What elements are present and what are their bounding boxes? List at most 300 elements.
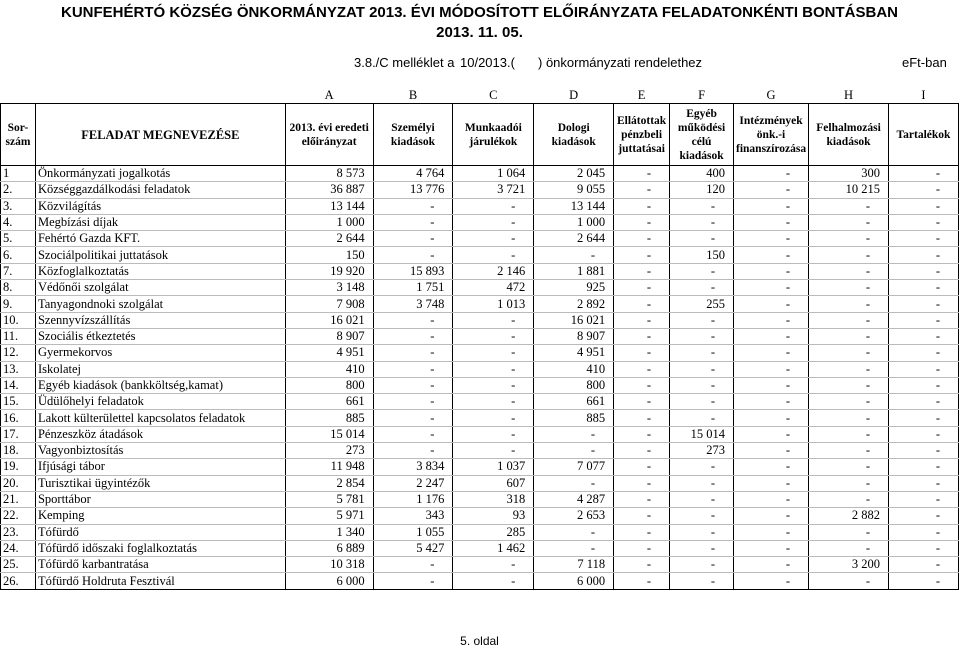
amount-cell: - (614, 182, 670, 198)
task-name: Ifjúsági tábor (35, 459, 285, 475)
table-row (1, 247, 959, 263)
amount-cell: 1 037 (453, 459, 534, 475)
table-row (1, 459, 959, 475)
task-name: Egyéb kiadások (bankköltség,kamat) (35, 377, 285, 393)
amount-cell: - (809, 491, 889, 507)
amount-cell: - (670, 198, 734, 214)
column-letter: G (766, 88, 776, 102)
amount-cell: - (453, 361, 534, 377)
amount-cell: - (373, 410, 453, 426)
amount-cell: - (734, 524, 809, 540)
amount-cell: - (809, 247, 889, 263)
table-row (1, 263, 959, 279)
table-row (1, 475, 959, 491)
amount-cell: - (889, 296, 959, 312)
table-row (1, 231, 959, 247)
table-row (1, 377, 959, 393)
amount-cell: 400 (670, 166, 734, 182)
amount-cell: - (734, 247, 809, 263)
column-letter: A (324, 88, 334, 102)
amount-cell: 8 573 (285, 166, 373, 182)
task-name: Kemping (35, 508, 285, 524)
amount-cell: - (453, 231, 534, 247)
task-name: Turisztikai ügyintézők (35, 475, 285, 491)
row-number: 16. (1, 410, 36, 426)
amount-cell: - (670, 361, 734, 377)
amount-cell: - (734, 296, 809, 312)
row-number: 26. (1, 573, 36, 589)
table-row (1, 410, 959, 426)
amount-cell: - (453, 377, 534, 393)
amount-cell: 5 781 (285, 491, 373, 507)
amount-cell: - (809, 475, 889, 491)
amount-cell: 10 215 (809, 182, 889, 198)
amount-cell: - (670, 328, 734, 344)
amount-cell: - (889, 312, 959, 328)
amount-cell: 3 748 (373, 296, 453, 312)
amount-cell: - (889, 394, 959, 410)
amount-cell: 1 000 (285, 214, 373, 230)
amount-cell: 6 000 (285, 573, 373, 589)
document-title: KUNFEHÉRTÓ KÖZSÉG ÖNKORMÁNYZAT 2013. ÉVI MÓDOSÍTOTT ELŐIRÁNYZATA FELADATONKÉNTI BONTÁSBAN (61, 4, 898, 21)
amount-cell: - (670, 410, 734, 426)
column-letter: B (408, 88, 418, 102)
table-row (1, 296, 959, 312)
amount-cell: - (373, 573, 453, 589)
amount-cell: - (614, 296, 670, 312)
amount-cell: 3 200 (809, 557, 889, 573)
amount-cell: 4 287 (534, 491, 614, 507)
amount-cell: - (809, 231, 889, 247)
amount-cell: 2 644 (534, 231, 614, 247)
amount-cell: 285 (453, 524, 534, 540)
amount-cell: 19 920 (285, 263, 373, 279)
task-name: Önkormányzati jogalkotás (35, 166, 285, 182)
amount-cell: 8 907 (285, 328, 373, 344)
amount-cell: 6 000 (534, 573, 614, 589)
column-letter: C (489, 88, 498, 102)
amount-cell: - (614, 214, 670, 230)
amount-cell: - (889, 214, 959, 230)
amount-cell: - (889, 280, 959, 296)
amount-cell: - (534, 443, 614, 459)
amount-cell: - (373, 426, 453, 442)
amount-cell: 150 (670, 247, 734, 263)
amount-cell: - (534, 524, 614, 540)
row-number: 25. (1, 557, 36, 573)
task-name: Községgazdálkodási feladatok (35, 182, 285, 198)
amount-cell: - (670, 491, 734, 507)
task-name: Tófürdő (35, 524, 285, 540)
amount-cell: 661 (534, 394, 614, 410)
table-row (1, 557, 959, 573)
amount-cell: - (809, 280, 889, 296)
task-name: Gyermekorvos (35, 345, 285, 361)
amount-cell: - (670, 312, 734, 328)
task-name: Tanyagondnoki szolgálat (35, 296, 285, 312)
amount-cell: 2 247 (373, 475, 453, 491)
amount-cell: - (889, 475, 959, 491)
amount-cell: 273 (670, 443, 734, 459)
amount-cell: - (614, 524, 670, 540)
amount-cell: - (453, 557, 534, 573)
amount-cell: 410 (534, 361, 614, 377)
amount-cell: - (453, 410, 534, 426)
column-header-row (1, 104, 959, 166)
amount-cell: 13 144 (534, 198, 614, 214)
amount-cell: 607 (453, 475, 534, 491)
amount-cell: - (534, 426, 614, 442)
amount-cell: - (809, 443, 889, 459)
row-number: 12. (1, 345, 36, 361)
amount-cell: - (373, 394, 453, 410)
table-body (1, 166, 959, 590)
amount-cell: - (889, 198, 959, 214)
header-sorszam: Sor-szám (1, 104, 36, 166)
page-number: 5. oldal (460, 634, 499, 648)
table-row (1, 166, 959, 182)
amount-cell: - (889, 263, 959, 279)
row-number: 14. (1, 377, 36, 393)
row-number: 3. (1, 198, 36, 214)
amount-cell: - (809, 573, 889, 589)
amount-cell: - (889, 459, 959, 475)
amount-cell: - (734, 377, 809, 393)
header-felhalmozasi: Felhalmozási kiadások (809, 104, 889, 166)
amount-cell: 410 (285, 361, 373, 377)
amount-cell: 1 462 (453, 540, 534, 556)
amount-cell: - (453, 312, 534, 328)
amount-cell: 255 (670, 296, 734, 312)
amount-cell: - (670, 573, 734, 589)
task-name: Tófürdő időszaki foglalkoztatás (35, 540, 285, 556)
amount-cell: 13 144 (285, 198, 373, 214)
table-row (1, 328, 959, 344)
table-row (1, 198, 959, 214)
task-name: Üdülőhelyi feladatok (35, 394, 285, 410)
amount-cell: - (614, 491, 670, 507)
header-feladat: FELADAT MEGNEVEZÉSE (35, 104, 285, 166)
amount-cell: - (734, 410, 809, 426)
amount-cell: - (889, 426, 959, 442)
amount-cell: - (614, 459, 670, 475)
currency-unit: eFt-ban (902, 55, 947, 70)
amount-cell: - (614, 166, 670, 182)
amount-cell: 8 907 (534, 328, 614, 344)
amount-cell: - (734, 263, 809, 279)
task-name: Tófürdő Holdruta Fesztivál (35, 573, 285, 589)
amount-cell: - (614, 361, 670, 377)
amount-cell: 885 (534, 410, 614, 426)
amount-cell: - (809, 328, 889, 344)
amount-cell: 925 (534, 280, 614, 296)
task-name: Szennyvízszállítás (35, 312, 285, 328)
amount-cell: 3 834 (373, 459, 453, 475)
amount-cell: - (889, 491, 959, 507)
amount-cell: - (809, 394, 889, 410)
task-name: Szociálpolitikai juttatások (35, 247, 285, 263)
row-number: 4. (1, 214, 36, 230)
amount-cell: 5 971 (285, 508, 373, 524)
amount-cell: - (734, 312, 809, 328)
amount-cell: - (734, 426, 809, 442)
amount-cell: 7 077 (534, 459, 614, 475)
amount-cell: - (373, 361, 453, 377)
amount-cell: - (809, 263, 889, 279)
amount-cell: - (889, 182, 959, 198)
amount-cell: - (889, 508, 959, 524)
amount-cell: 2 653 (534, 508, 614, 524)
amount-cell: 4 951 (534, 345, 614, 361)
amount-cell: - (453, 214, 534, 230)
decree-number: 10/2013.( (460, 55, 515, 70)
task-name: Iskolatej (35, 361, 285, 377)
amount-cell: - (534, 475, 614, 491)
amount-cell: - (809, 312, 889, 328)
amount-cell: 36 887 (285, 182, 373, 198)
amount-cell: - (373, 214, 453, 230)
amount-cell: 7 908 (285, 296, 373, 312)
amount-cell: 273 (285, 443, 373, 459)
task-name: Szociális étkeztetés (35, 328, 285, 344)
amount-cell: 2 854 (285, 475, 373, 491)
amount-cell: - (670, 475, 734, 491)
table-row (1, 540, 959, 556)
amount-cell: - (614, 280, 670, 296)
amount-cell: 343 (373, 508, 453, 524)
amount-cell: - (734, 491, 809, 507)
amount-cell: - (670, 377, 734, 393)
table-row (1, 361, 959, 377)
table-row (1, 182, 959, 198)
amount-cell: - (453, 443, 534, 459)
amount-cell: - (809, 459, 889, 475)
amount-cell: - (614, 508, 670, 524)
amount-cell: - (373, 328, 453, 344)
table-row (1, 508, 959, 524)
decree-text: ) önkormányzati rendelethez (538, 55, 703, 70)
amount-cell: - (453, 573, 534, 589)
row-number: 11. (1, 328, 36, 344)
amount-cell: 4 951 (285, 345, 373, 361)
amount-cell: - (670, 540, 734, 556)
amount-cell: - (373, 312, 453, 328)
amount-cell: - (734, 166, 809, 182)
amount-cell: 800 (534, 377, 614, 393)
amount-cell: - (734, 345, 809, 361)
amount-cell: - (889, 524, 959, 540)
amount-cell: 318 (453, 491, 534, 507)
amount-cell: - (734, 508, 809, 524)
document-date: 2013. 11. 05. (436, 24, 523, 41)
amount-cell: - (453, 247, 534, 263)
amount-cell: 3 148 (285, 280, 373, 296)
amount-cell: - (734, 214, 809, 230)
amount-cell: - (734, 198, 809, 214)
amount-cell: - (534, 247, 614, 263)
amount-cell: - (889, 328, 959, 344)
amount-cell: 1 013 (453, 296, 534, 312)
amount-cell: 2 892 (534, 296, 614, 312)
amount-cell: 1 064 (453, 166, 534, 182)
table-row (1, 491, 959, 507)
row-number: 17. (1, 426, 36, 442)
amount-cell: - (614, 573, 670, 589)
amount-cell: - (670, 214, 734, 230)
amount-cell: - (734, 328, 809, 344)
task-name: Vagyonbiztosítás (35, 443, 285, 459)
table-row (1, 214, 959, 230)
amount-cell: 300 (809, 166, 889, 182)
amount-cell: 2 045 (534, 166, 614, 182)
amount-cell: - (614, 312, 670, 328)
amount-cell: - (670, 263, 734, 279)
amount-cell: - (670, 231, 734, 247)
amount-cell: - (809, 410, 889, 426)
amount-cell: - (889, 410, 959, 426)
task-name: Tófürdő karbantratása (35, 557, 285, 573)
table-row (1, 312, 959, 328)
row-number: 13. (1, 361, 36, 377)
amount-cell: 2 146 (453, 263, 534, 279)
amount-cell: 3 721 (453, 182, 534, 198)
amount-cell: - (670, 524, 734, 540)
table-row (1, 394, 959, 410)
amount-cell: 13 776 (373, 182, 453, 198)
header-munkaadoi: Munkaadói járulékok (453, 104, 534, 166)
amount-cell: - (670, 345, 734, 361)
amount-cell: 2 644 (285, 231, 373, 247)
amount-cell: 120 (670, 182, 734, 198)
amount-cell: - (809, 345, 889, 361)
amount-cell: - (373, 443, 453, 459)
amount-cell: - (373, 231, 453, 247)
amount-cell: - (809, 214, 889, 230)
amount-cell: - (734, 573, 809, 589)
header-tartalekok: Tartalékok (889, 104, 959, 166)
task-name: Megbízási díjak (35, 214, 285, 230)
amount-cell: - (889, 345, 959, 361)
amount-cell: - (734, 231, 809, 247)
row-number: 15. (1, 394, 36, 410)
task-name: Pénzeszköz átadások (35, 426, 285, 442)
amount-cell: 15 014 (670, 426, 734, 442)
amount-cell: - (614, 377, 670, 393)
task-name: Védőnői szolgálat (35, 280, 285, 296)
amount-cell: - (889, 377, 959, 393)
amount-cell: - (734, 459, 809, 475)
amount-cell: - (614, 540, 670, 556)
amount-cell: - (809, 540, 889, 556)
amount-cell: - (614, 263, 670, 279)
task-name: Közfoglalkoztatás (35, 263, 285, 279)
amount-cell: 6 889 (285, 540, 373, 556)
table-row (1, 426, 959, 442)
amount-cell: - (453, 198, 534, 214)
amount-cell: - (453, 345, 534, 361)
amount-cell: 1 751 (373, 280, 453, 296)
amount-cell: 661 (285, 394, 373, 410)
amount-cell: 1 055 (373, 524, 453, 540)
amount-cell: - (734, 361, 809, 377)
amount-cell: - (734, 280, 809, 296)
amount-cell: - (670, 280, 734, 296)
amount-cell: - (809, 361, 889, 377)
amount-cell: - (889, 247, 959, 263)
task-name: Lakott külterülettel kapcsolatos feladatok (35, 410, 285, 426)
header-egyeb: Egyéb működési célú kiadások (670, 104, 734, 166)
amount-cell: 11 948 (285, 459, 373, 475)
amount-cell: - (670, 508, 734, 524)
amount-cell: 1 340 (285, 524, 373, 540)
amount-cell: 4 764 (373, 166, 453, 182)
amount-cell: - (614, 198, 670, 214)
amount-cell: 2 882 (809, 508, 889, 524)
row-number: 19. (1, 459, 36, 475)
row-number: 1 (1, 166, 36, 182)
table-row (1, 573, 959, 589)
amount-cell: - (614, 247, 670, 263)
column-letter: E (637, 88, 646, 102)
column-letter-row (1, 88, 959, 104)
amount-cell: 1 176 (373, 491, 453, 507)
amount-cell: - (889, 573, 959, 589)
amount-cell: - (614, 557, 670, 573)
row-number: 22. (1, 508, 36, 524)
amount-cell: - (614, 345, 670, 361)
amount-cell: - (614, 410, 670, 426)
row-number: 18. (1, 443, 36, 459)
amount-cell: - (614, 475, 670, 491)
amount-cell: - (614, 443, 670, 459)
header-dologi: Dologi kiadások (534, 104, 614, 166)
amount-cell: - (373, 198, 453, 214)
table-row (1, 280, 959, 296)
row-number: 9. (1, 296, 36, 312)
amount-cell: - (670, 557, 734, 573)
amount-cell: 472 (453, 280, 534, 296)
amount-cell: 7 118 (534, 557, 614, 573)
amount-cell: 1 881 (534, 263, 614, 279)
table-row (1, 524, 959, 540)
amount-cell: - (734, 540, 809, 556)
amount-cell: 150 (285, 247, 373, 263)
amount-cell: - (809, 524, 889, 540)
column-letter: H (844, 88, 854, 102)
amount-cell: 885 (285, 410, 373, 426)
amount-cell: 16 021 (534, 312, 614, 328)
amount-cell: - (453, 394, 534, 410)
amount-cell: - (373, 557, 453, 573)
amount-cell: - (670, 394, 734, 410)
column-letter: F (698, 88, 706, 102)
task-name: Fehértó Gazda KFT. (35, 231, 285, 247)
amount-cell: - (734, 443, 809, 459)
amount-cell: - (373, 345, 453, 361)
amount-cell: - (809, 198, 889, 214)
row-number: 23. (1, 524, 36, 540)
amount-cell: - (734, 394, 809, 410)
amount-cell: - (889, 540, 959, 556)
row-number: 8. (1, 280, 36, 296)
task-name: Közvilágítás (35, 198, 285, 214)
row-number: 2. (1, 182, 36, 198)
column-letter: I (921, 88, 926, 102)
amount-cell: 15 893 (373, 263, 453, 279)
header-eredeti: 2013. évi eredeti előirányzat (285, 104, 373, 166)
amount-cell: 5 427 (373, 540, 453, 556)
amount-cell: 9 055 (534, 182, 614, 198)
